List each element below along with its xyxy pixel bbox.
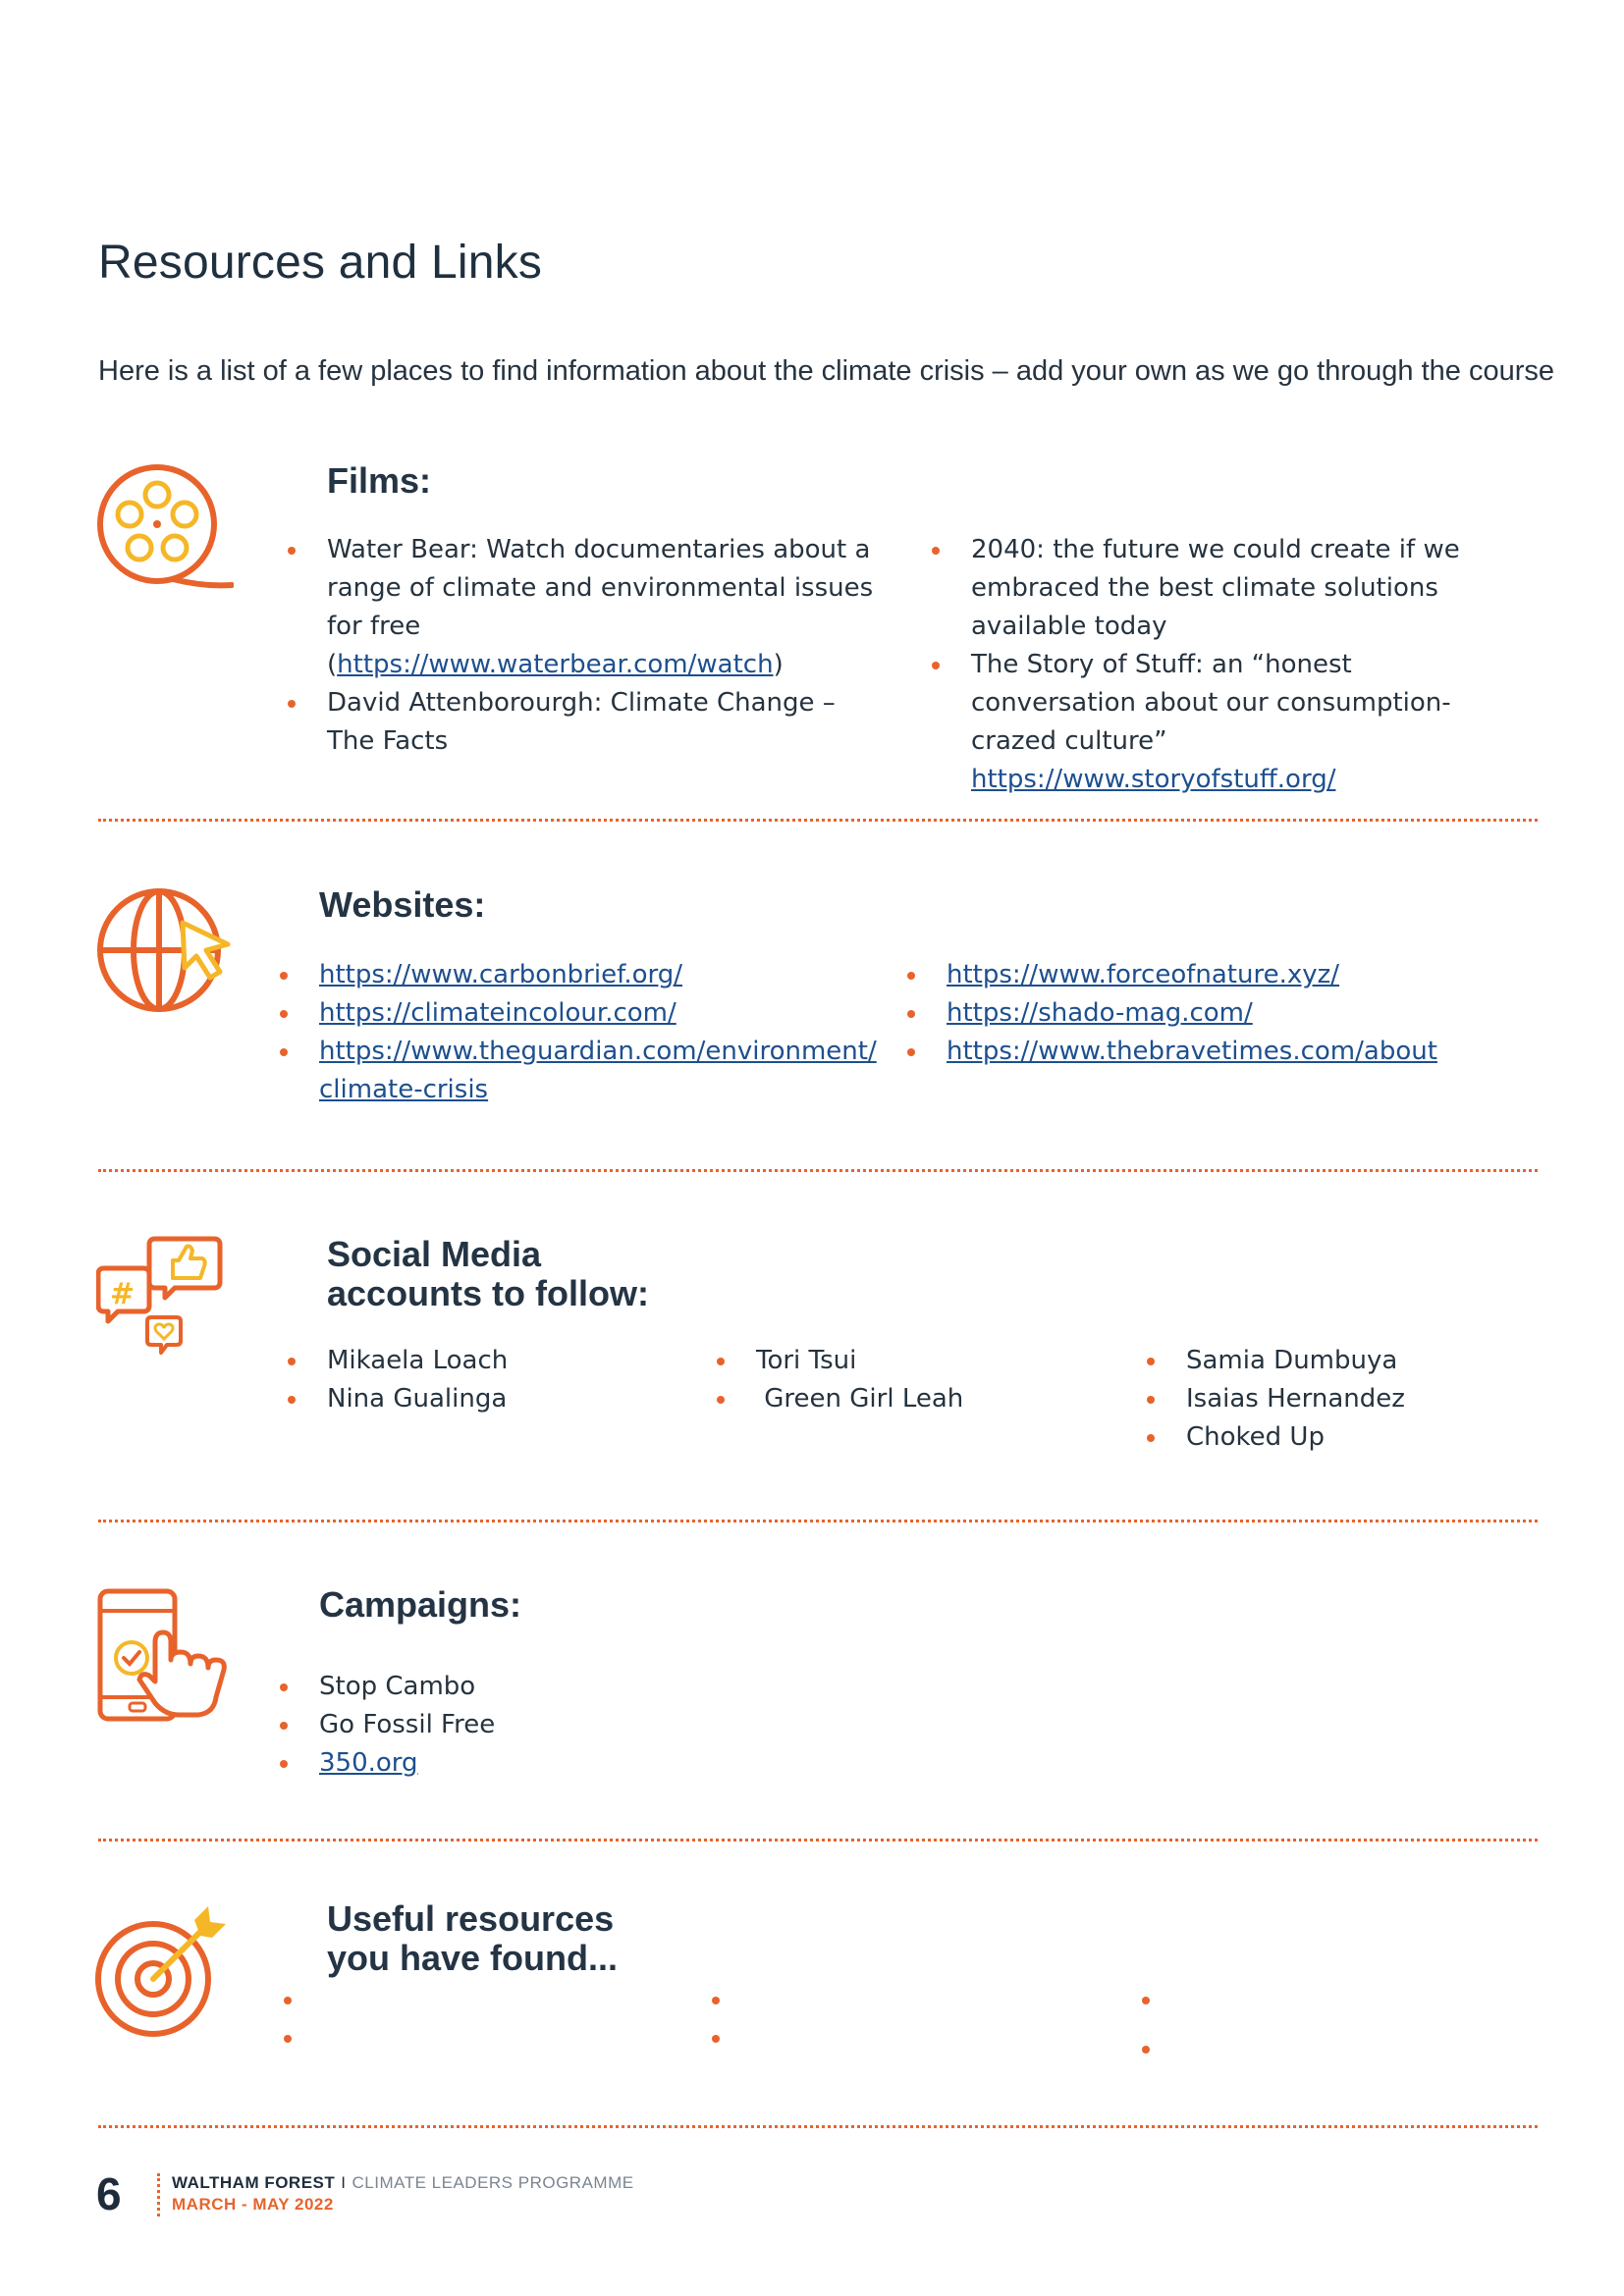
shado-link[interactable]: https://shado-mag.com/ (947, 998, 1253, 1028)
list-item: Tori Tsui (756, 1342, 1129, 1380)
section-divider (98, 1520, 1538, 1522)
list-item: Isaias Hernandez (1186, 1380, 1520, 1418)
list-item: Samia Dumbuya (1186, 1342, 1520, 1380)
list-item (947, 1033, 1496, 1071)
list-item: Stop Cambo (319, 1668, 810, 1706)
social-list-col3 (1186, 1342, 1520, 1457)
phone-touch-icon (96, 1587, 234, 1725)
storyofstuff-link[interactable]: https://www.storyofstuff.org/ (971, 765, 1336, 794)
films-list-left (327, 531, 877, 761)
empty-bullet (284, 1997, 292, 2004)
list-item (319, 956, 869, 994)
guardian-link[interactable]: https://www.theguardian.com/environment/ climate-crisis (319, 1037, 877, 1104)
useful-heading: Useful resources you have found... (327, 1898, 619, 1978)
campaigns-heading: Campaigns: (319, 1584, 522, 1625)
list-item (319, 994, 869, 1033)
waterbear-link[interactable]: https://www.waterbear.com/watch (337, 650, 774, 679)
list-item: 2040: the future we could create if we embraced the best climate solutions available today (971, 531, 1521, 646)
websites-heading: Websites: (319, 884, 486, 925)
websites-list-right (947, 956, 1496, 1071)
websites-list-left (319, 956, 877, 1109)
350org-link[interactable]: 350.org (319, 1748, 418, 1778)
empty-bullet (712, 2035, 720, 2043)
climateincolour-link[interactable]: https://climateincolour.com/ (319, 998, 677, 1028)
intro-text: Here is a list of a few places to find information about the climate crisis – add your own as we go through the course (98, 355, 1554, 387)
svg-text:#: # (110, 1277, 135, 1311)
films-list-right (971, 531, 1521, 799)
forceofnature-link[interactable]: https://www.forceofnature.xyz/ (947, 960, 1340, 989)
campaigns-list (319, 1668, 810, 1783)
list-item (319, 1033, 877, 1109)
list-item: David Attenborourgh: Climate Change – The Facts (327, 684, 877, 761)
list-item: Go Fossil Free (319, 1706, 810, 1744)
target-arrow-icon (92, 1902, 230, 2040)
section-divider (98, 1839, 1538, 1842)
bravetimes-link[interactable]: https://www.thebravetimes.com/about (947, 1037, 1437, 1066)
list-item: The Story of Stuff: an “honest conversation about our consumption-crazed culture” https://www.storyofstuff.org/ (971, 646, 1521, 799)
list-item: Green Girl Leah (756, 1380, 1129, 1418)
list-item: Nina Gualinga (327, 1380, 700, 1418)
page-number: 6 (96, 2168, 122, 2219)
social-list-col2 (756, 1342, 1129, 1418)
social-chat-icon (96, 1235, 224, 1368)
film-reel-icon (96, 463, 234, 597)
empty-bullet (284, 2035, 292, 2043)
carbonbrief-link[interactable]: https://www.carbonbrief.org/ (319, 960, 683, 989)
list-item (947, 994, 1496, 1033)
page-title: Resources and Links (98, 237, 543, 289)
section-divider (98, 819, 1538, 822)
social-list-col1 (327, 1342, 700, 1418)
section-divider (98, 2125, 1538, 2128)
globe-cursor-icon (96, 885, 234, 1019)
list-item (319, 1744, 810, 1783)
films-heading: Films: (327, 460, 432, 501)
footer-dates: MARCH - MAY 2022 (172, 2195, 334, 2214)
list-item: Mikaela Loach (327, 1342, 700, 1380)
list-item: Water Bear: Watch documentaries about a range of climate and environmental issues for free (https://www.waterbear.com/watch) (327, 531, 877, 684)
footer-organisation: WALTHAM FOREST I CLIMATE LEADERS PROGRAMME (172, 2173, 634, 2192)
social-heading: Social Media accounts to follow: (327, 1234, 649, 1313)
empty-bullet (1142, 1997, 1150, 2004)
list-item: Choked Up (1186, 1418, 1520, 1457)
footer-divider (157, 2173, 160, 2216)
empty-bullet (712, 1997, 720, 2004)
empty-bullet (1142, 2046, 1150, 2054)
list-item (947, 956, 1496, 994)
section-divider (98, 1169, 1538, 1172)
